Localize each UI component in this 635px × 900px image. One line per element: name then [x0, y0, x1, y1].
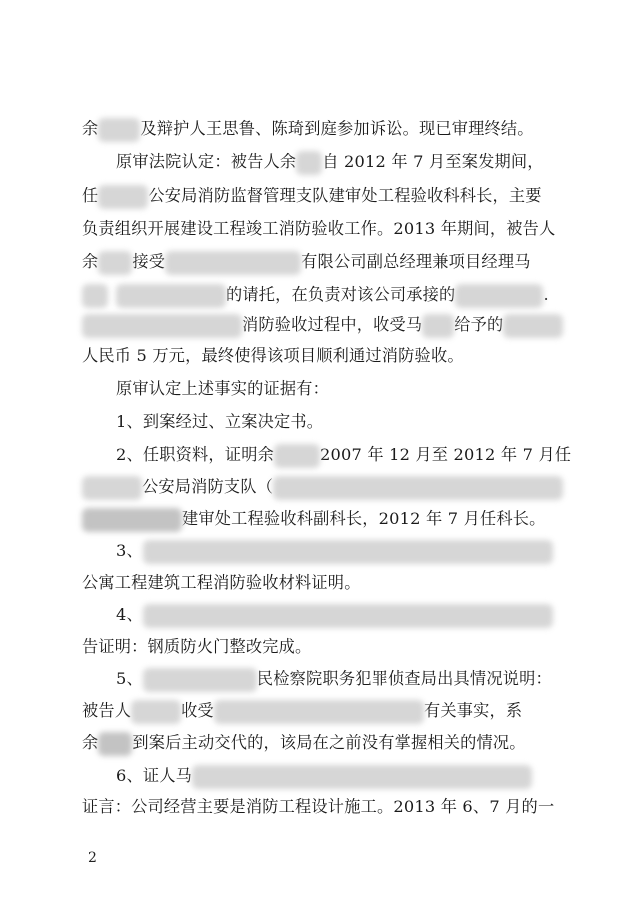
text-line-20 — [82, 728, 572, 758]
redaction-block — [98, 732, 132, 756]
line-text: 3、 — [116, 541, 143, 560]
redaction-block — [98, 118, 140, 142]
text-line-13 — [82, 504, 572, 534]
line-text: 余 — [82, 119, 99, 138]
text-line-17 — [82, 632, 572, 662]
line-text: 5、 — [116, 669, 143, 688]
redaction-block — [165, 251, 301, 275]
line-text: 2007 年 12 月至 2012 年 7 月任 — [320, 445, 572, 464]
line-text: 4、 — [116, 605, 143, 624]
line-text: 任 — [82, 186, 99, 205]
text-line-11 — [116, 440, 576, 470]
redaction-block — [98, 251, 132, 275]
line-text: 有限公司副总经理兼项目经理马 — [301, 252, 531, 271]
text-line-15 — [82, 568, 572, 598]
text-line-5 — [82, 247, 572, 277]
line-text: 到案后主动交代的，该局在之前没有掌握相关的情况。 — [132, 733, 526, 752]
redaction-block — [422, 314, 454, 338]
line-text: 原审认定上述事实的证据有： — [116, 379, 330, 398]
redaction-block — [143, 668, 257, 692]
line-text: 余 — [82, 252, 99, 271]
redaction-block — [503, 314, 563, 338]
line-text: 被告人 — [82, 701, 132, 720]
redaction-block — [143, 540, 553, 564]
redaction-block — [82, 314, 242, 338]
redaction-block — [274, 444, 320, 468]
redaction-block — [455, 284, 543, 308]
line-text: 收受 — [181, 701, 214, 720]
line-text: . — [543, 285, 549, 304]
line-text: 及辩护人王思鲁、陈琦到庭参加诉讼。现已审理终结。 — [140, 119, 534, 138]
text-line-16 — [116, 600, 576, 630]
redaction-block — [273, 476, 563, 500]
line-text: 原审法院认定：被告人余 — [116, 152, 297, 171]
redaction-block — [143, 604, 553, 628]
text-line-2 — [116, 147, 576, 177]
line-text: 2、任职资料，证明余 — [116, 445, 274, 464]
line-text: 6、证人马 — [116, 766, 193, 785]
line-text: 给予的 — [454, 315, 504, 334]
line-text: 余 — [82, 733, 99, 752]
text-line-21 — [116, 761, 576, 791]
text-line-3 — [82, 181, 572, 211]
redaction-block — [131, 700, 181, 724]
redaction-block — [116, 284, 226, 308]
redaction-block — [214, 700, 424, 724]
page-number: 2 — [88, 850, 97, 866]
text-line-4 — [82, 214, 572, 244]
text-line-14 — [116, 536, 576, 566]
text-line-18 — [116, 664, 576, 694]
text-line-9 — [116, 374, 576, 404]
text-line-1 — [82, 114, 572, 144]
redaction-block — [82, 284, 108, 308]
text-line-22 — [82, 792, 572, 822]
line-text: 建审处工程验收科副科长，2012 年 7 月任科长。 — [182, 509, 546, 528]
line-text: 人民币 5 万元，最终使得该项目顺利通过消防验收。 — [82, 346, 464, 365]
redaction-block — [82, 508, 182, 532]
line-text: 消防验收过程中，收受马 — [242, 315, 423, 334]
text-line-19 — [82, 696, 572, 726]
redaction-block — [98, 185, 148, 209]
line-text: 负责组织开展建设工程竣工消防验收工作。2013 年期间，被告人 — [82, 219, 556, 238]
text-line-12 — [82, 472, 572, 502]
text-line-10 — [116, 407, 576, 437]
line-text: 有关事实，系 — [423, 701, 523, 720]
line-text: 民检察院职务犯罪侦查局出具情况说明： — [256, 669, 552, 688]
redaction-block — [82, 476, 142, 500]
line-text: 接受 — [132, 252, 166, 271]
line-text: 公安局消防监督管理支队建审处工程验收科科长，主要 — [148, 186, 542, 205]
line-text: 公安局消防支队（ — [142, 477, 274, 496]
text-line-7 — [82, 310, 572, 340]
redaction-block — [192, 765, 532, 789]
redaction-block — [296, 151, 322, 175]
line-text: 告证明：钢质防火门整改完成。 — [82, 637, 312, 656]
line-text: 公寓工程建筑工程消防验收材料证明。 — [82, 573, 361, 592]
line-text: 的请托，在负责对该公司承接的 — [226, 285, 456, 304]
line-text: 自 2012 年 7 月至案发期间， — [322, 152, 544, 171]
line-text: 证言：公司经营主要是消防工程设计施工。2013 年 6、7 月的一 — [82, 797, 555, 816]
text-line-8 — [82, 341, 572, 371]
line-text: 1、到案经过、立案决定书。 — [116, 412, 324, 431]
text-line-6 — [82, 280, 572, 310]
